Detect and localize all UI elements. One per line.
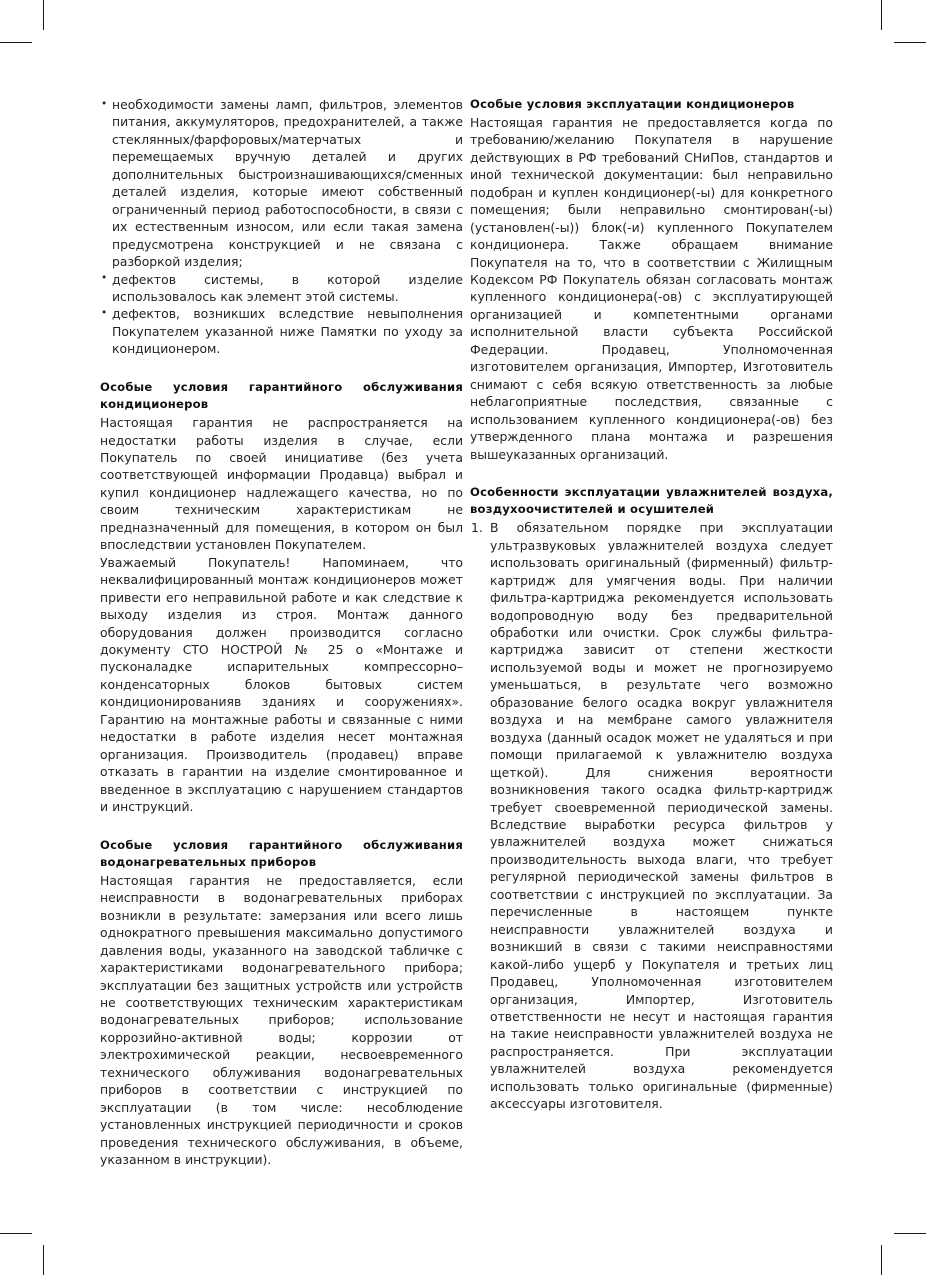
list-item-number: 1. <box>471 520 483 536</box>
crop-mark-bottom-right-horizontal <box>894 1233 926 1234</box>
crop-mark-top-left-vertical <box>43 0 44 30</box>
crop-mark-bottom-right-vertical <box>881 1245 882 1275</box>
list-item <box>470 519 833 1112</box>
paragraph-water-heater-exclusions: Настоящая гарантия не предоставляется, если неисправности в водонагревательных приборах возникли в результате: замерзания или всего лишь однократного превышения максимально допустимого давления воды, указанного на заводской табличке с характеристиками водонагревательного прибора; эксплуатации без защитных устройств или устройств не соответствующих техническим характеристикам водонагревательных приборов; использование коррозийно-активной воды; коррозии от электрохимической реакции, несвоевременного технического облуживания водонагревательных приборов в соответствии с инструкцией по эксплуатации (в том числе: несоблюдение установленных инструкцией периодичности и сроков проведения технического обслуживания, в объеме, указанном в инструкции). <box>100 872 463 1168</box>
list-item: • необходимости замены ламп, фильтров, элементов питания, аккумуляторов, предохранителей, а также стеклянных/фарфоровых/матерчатых и перемещаемых вручную деталей и других дополнительных быстроизнашивающихся/сменных деталей изделия, которые имеют собственный ограниченный период работоспособности, в связи с их естественным износом, или если такая замена предусмотрена конструкцией и не связана с разборкой изделия; <box>100 96 463 271</box>
exclusions-bullet-list <box>100 96 463 358</box>
crop-mark-top-right-horizontal <box>894 42 926 43</box>
list-item: • дефектов системы, в которой изделие использовалось как элемент этой системы. <box>100 271 463 306</box>
left-text-column <box>100 96 463 1169</box>
crop-mark-top-left-horizontal <box>0 42 32 43</box>
right-text-column <box>470 96 833 1113</box>
list-item-text: В обязательном порядке при эксплуатации ультразвуковых увлажнителей воздуха следует использовать оригинальный (фирменный) фильтр-картридж для умягчения воды. При наличии фильтра-картриджа рекомендуется использовать водопроводную воду без предварительной обработки или очистки. Срок службы фильтра-картриджа зависит от степени жесткости используемой воды и может не прогнозируемо уменьшаться, в результате чего возможно образование белого осадка вокруг увлажнителя воздуха и на мембране самого увлажнителя воздуха (данный осадок может не удаляться и при помощи прилагаемой к увлажнителю воздуха щеткой). Для снижения вероятности возникновения такого осадка фильтр-картридж требует своевременной периодической замены. Вследствие выработки ресурса фильтров у увлажнителей воздуха может снижаться производительность выхода влаги, что требует регулярной периодической замены фильтров в соответствии с инструкцией по эксплуатации. За перечисленные в настоящем пункте неисправности увлажнителей воздуха и возникший в связи с такими неисправностями какой-либо ущерб у Покупателя и третьих лиц Продавец, Уполномоченная изготовителем организация, Импортер, Изготовитель ответственности не несут и настоящая гарантия на такие неисправности увлажнителей воздуха не распространяется. При эксплуатации увлажнителей воздуха рекомендуется использовать только оригинальные (фирменные) аксессуары изготовителя. <box>490 520 833 1112</box>
list-item: • дефектов, возникших вследствие невыполнения Покупателем указанной ниже Памятки по уходу за кондиционером. <box>100 305 463 357</box>
paragraph-ac-installation-notice: Уважаемый Покупатель! Напоминаем, что неквалифицированный монтаж кондиционеров может привести его неправильной работе и как следствие к выходу изделия из строя. Монтаж данного оборудования должен производится согласно документу СТО НОСТРОЙ № 25 о «Монтаже и пусконаладке испарительных компрессорно–конденсаторных блоков бытовых систем кондиционированияв зданиях и сооружениях». Гарантию на монтажные работы и связанные с ними недостатки в работе изделия несет монтажная организация. Производитель (продавец) вправе отказать в гарантии на изделие смонтированное и введенное в эксплуатацию с нарушением стандартов и инструкций. <box>100 554 463 815</box>
paragraph-ac-operation-conditions: Настоящая гарантия не предоставляется когда по требованию/желанию Покупателя в нарушение действующих в РФ требований СНиПов, стандартов и иной технической документации: был неправильно подобран и куплен кондиционер(-ы) для конкретного помещения; были неправильно смонтирован(-ы) (установлен(-ы)) блок(-и) купленного Покупателем кондиционера. Также обращаем внимание Покупателя на то, что в соответствии с Жилищным Кодексом РФ Покупатель обязан согласовать монтаж купленного кондиционера(-ов) с эксплуатирующей организацией и компетентными органами исполнительной власти субъекта Российской Федерации. Продавец, Уполномоченная изготовителем организация, Импортер, Изготовитель снимают с себя всякую ответственность за любые неблагоприятные последствия, связанные с использованием купленного кондиционера(-ов) без утвержденного плана монтажа и разрешения вышеуказанных организаций. <box>470 114 833 462</box>
crop-mark-bottom-left-vertical <box>43 1245 44 1275</box>
crop-mark-bottom-left-horizontal <box>0 1233 32 1234</box>
crop-mark-top-right-vertical <box>881 0 882 30</box>
paragraph-ac-warranty-scope: Настоящая гарантия не распространяется на недостатки работы изделия в случае, если Покупатель по своей инициативе (без учета соответствующей информации Продавца) выбрал и купил кондиционер надлежащего качества, но по своим техническим характеристикам не предназначенный для помещения, в котором он был впоследствии установлен Покупателем. <box>100 415 463 553</box>
section-heading-water-heater-warranty: Особые условия гарантийного обслуживания водонагревательных приборов <box>100 837 463 869</box>
section-heading-air-conditioner-operation: Особые условия эксплуатации кондиционеров <box>470 97 795 111</box>
humidifier-numbered-list <box>470 519 833 1112</box>
section-heading-air-conditioner-warranty: Особые условия гарантийного обслуживания кондиционеров <box>100 379 463 412</box>
section-heading-humidifier-operation: Особенности эксплуатации увлажнителей воздуха, воздухоочистителей и осушителей <box>470 484 833 517</box>
